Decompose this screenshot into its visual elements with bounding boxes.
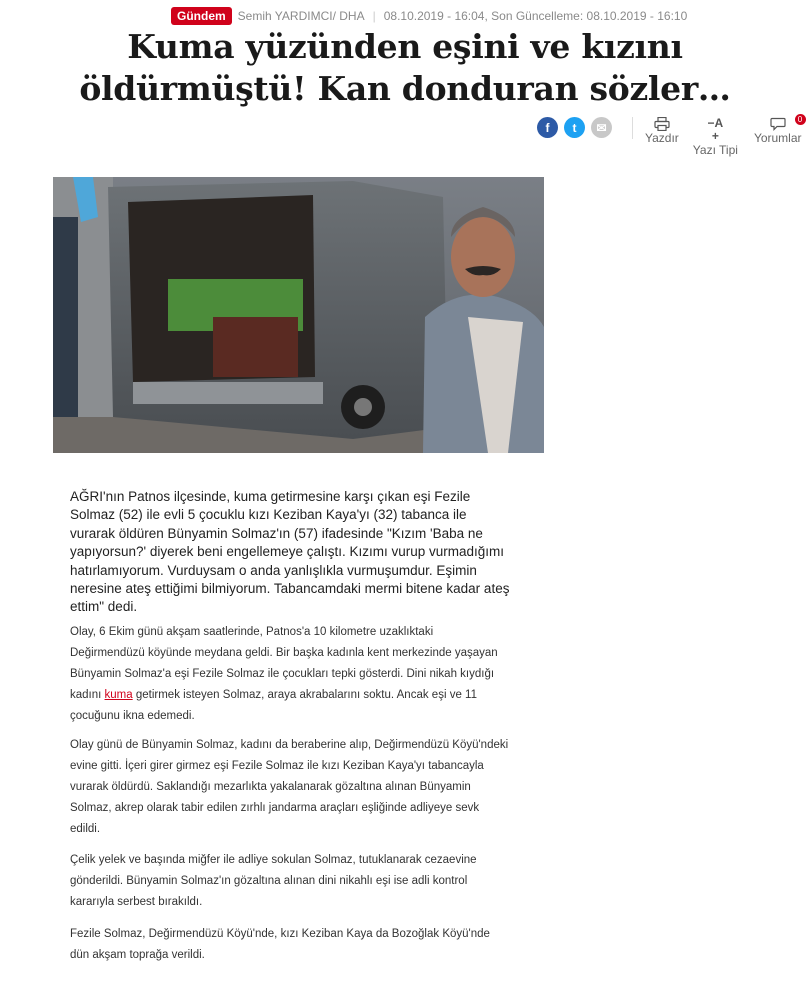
article-meta	[171, 6, 687, 26]
article-hero-image	[53, 177, 544, 453]
share-toolbar	[537, 117, 802, 157]
facebook-icon: f	[545, 120, 550, 135]
publish-date: 08.10.2019 - 16:04, Son Güncelleme: 08.10.2019 - 16:10	[383, 9, 688, 23]
author-name: Semih YARDIMCI/ DHA	[237, 9, 365, 23]
email-icon: ✉	[596, 120, 607, 135]
comments-label: Yorumlar	[753, 131, 802, 145]
twitter-icon: t	[572, 120, 577, 135]
comment-count-badge: 0	[795, 114, 806, 125]
paragraph-text: Olay, 6 Ekim günü akşam saatlerinde, Patnos'a 10 kilometre uzaklıktaki Değirmendüzü köyünde meydana geldi. Bir başka kadınla kent merkezinde yaşayan Bünyamin Solmaz'a eşi Fezile Solmaz ile çocukları tepki gösterdi. Dini nikah kıydığı kadını	[70, 626, 498, 701]
comment-bubble-icon	[770, 117, 786, 131]
article-paragraph: Fezile Solmaz, Değirmendüzü Köyü'nde, kızı Keziban Kaya da Bozoğlak Köyü'nde dün akşam toprağa verildi.	[70, 928, 490, 961]
font-increase-button[interactable]: +	[711, 129, 719, 143]
hero-photo	[53, 177, 544, 453]
facebook-share-button[interactable]	[537, 117, 558, 138]
print-label: Yazdır	[645, 131, 679, 145]
paragraph-text: getirmek isteyen Solmaz, araya akrabalarını soktu. Ancak eşi ve 11 çocuğunu ikna edemedi.	[70, 689, 477, 722]
font-size-label: Yazı Tipi	[692, 143, 738, 157]
category-badge[interactable]: Gündem	[171, 7, 232, 25]
page-title	[60, 26, 750, 110]
email-share-button[interactable]	[591, 117, 612, 138]
meta-divider: |	[372, 9, 376, 23]
print-button[interactable]	[645, 117, 679, 145]
comments-button[interactable]	[754, 117, 802, 145]
article-lead: AĞRI'nın Patnos ilçesinde, kuma getirmesine karşı çıkan eşi Fezile Solmaz (52) ile evli 5 çocuklu kızı Keziban Kaya'yı (32) tabanca ile vurarak öldüren Bünyamin Solmaz'ın (57) ifadesinde "Kızım 'Baba ne yapıyorsun?' diyerek beni engellemeye çalıştı. Kızımı vurup vurmadığımı hatırlamıyorum. Vurduysam o anda yanlışlıkla vurmuşumdur. Eşimin neresine ateş ettiğimi bilmiyorum. Tabancamdaki mermi bitene kadar ateş ettim" dedi.	[70, 489, 510, 615]
article-paragraph: Çelik yelek ve başında miğfer ile adliye sokulan Solmaz, tutuklanarak cezaevine gönderildi. Bünyamin Solmaz'ın gözaltına alınan dini nikahlı eşi ise adli kontrol kararıyla serbest bırakıldı.	[70, 854, 477, 908]
article-paragraph: Olay günü de Bünyamin Solmaz, kadını da beraberine alıp, Değirmendüzü Köyü'ndeki evine gitti. İçeri girer girmez eşi Fezile Solmaz ile kızı Keziban Kaya'yı tabancayla vurarak öldürdü. Saklandığı mezarlıkta yakalanarak gözaltına alınan Bünyamin Solmaz, akrep olarak tabir edilen zırhlı jandarma araçları eşliğinde adliyeye sevk edildi.	[70, 739, 509, 835]
printer-icon	[654, 117, 670, 131]
twitter-share-button[interactable]	[564, 117, 585, 138]
font-decrease-button[interactable]: −A	[707, 116, 724, 130]
toolbar-divider	[632, 117, 633, 139]
title-line-1: Kuma yüzünden eşini ve kızını	[127, 27, 683, 66]
font-size-control[interactable]	[693, 117, 738, 157]
kuma-tag-link[interactable]: kuma	[104, 689, 133, 701]
article-paragraph	[70, 622, 510, 727]
title-line-2: öldürmüştü! Kan donduran sözler…	[79, 69, 731, 108]
